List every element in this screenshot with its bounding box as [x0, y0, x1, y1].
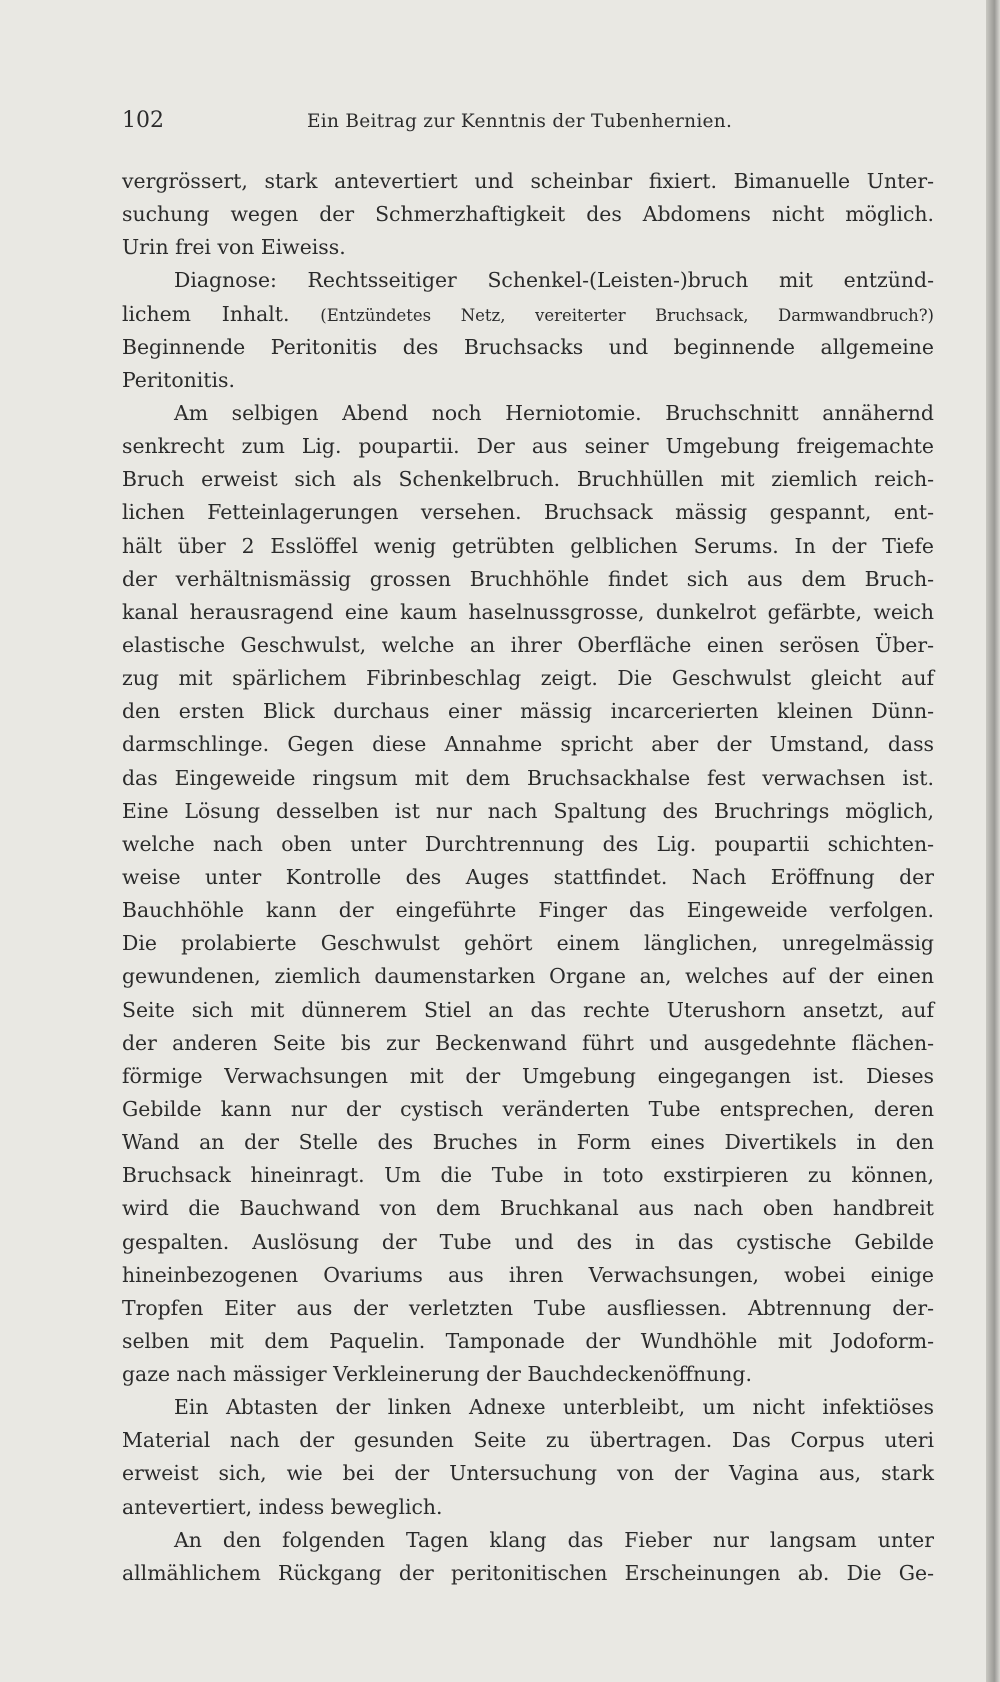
text-line: kanal herausragend eine kaum haselnussgrosse, dunkelrot gefärbte, weich: [122, 599, 934, 624]
text-line: An den folgenden Tagen klang das Fieber nur langsam unter: [174, 1527, 934, 1552]
text-line: das Eingeweide ringsum mit dem Bruchsackhalse fest verwachsen ist.: [122, 765, 934, 790]
text-line: der anderen Seite bis zur Beckenwand führt und ausgedehnte flächen-: [122, 1030, 934, 1055]
text-line: darmschlinge. Gegen diese Annahme spricht aber der Umstand, dass: [122, 732, 934, 757]
text-line: Material nach der gesunden Seite zu übertragen. Das Corpus uteri: [122, 1428, 934, 1453]
text-line: vergrössert, stark antevertiert und scheinbar fixiert. Bimanuelle Unter-: [122, 169, 934, 193]
text-line: hineinbezogenen Ovariums aus ihren Verwachsungen, wobei einige: [122, 1262, 934, 1287]
text-line: Tropfen Eiter aus der verletzten Tube ausfliessen. Abtrennung der-: [122, 1295, 934, 1320]
text-line: selben mit dem Paquelin. Tamponade der Wundhöhle mit Jodoform-: [122, 1328, 934, 1353]
page-edge-shadow: [986, 0, 1000, 1682]
text-line: erweist sich, wie bei der Untersuchung von der Vagina aus, stark: [122, 1461, 934, 1486]
text-line: elastische Geschwulst, welche an ihrer Oberfläche einen serösen Über-: [122, 632, 934, 657]
text-line: welche nach oben unter Durchtrennung des Lig. poupartii schichten-: [122, 831, 934, 856]
text-line: gaze nach mässiger Verkleinerung der Bauchdeckenöffnung.: [122, 1362, 752, 1387]
text-line: gewundenen, ziemlich daumenstarken Organe an, welches auf der einen: [122, 964, 934, 989]
text-line: Peritonitis.: [122, 367, 235, 392]
page-number: 102: [122, 108, 164, 133]
text-line: lichen Fetteinlagerungen versehen. Bruchsack mässig gespannt, ent-: [122, 500, 934, 525]
text-line: Eine Lösung desselben ist nur nach Spaltung des Bruchrings möglich,: [122, 798, 934, 823]
text-line: Urin frei von Eiweiss.: [122, 235, 346, 260]
text-line: antevertiert, indess beweglich.: [122, 1494, 443, 1519]
text-line: förmige Verwachsungen mit der Umgebung eingegangen ist. Dieses: [122, 1063, 934, 1088]
text-line: lichem Inhalt. (Entzündetes Netz, vereiterter Bruchsack, Darmwandbruch?): [122, 301, 934, 326]
running-title: Ein Beitrag zur Kenntnis der Tubenhernien.: [307, 111, 733, 132]
text-line: allmählichem Rückgang der peritonitischen Erscheinungen ab. Die Ge-: [122, 1560, 934, 1585]
text-line: Am selbigen Abend noch Herniotomie. Bruchschnitt annähernd: [174, 400, 934, 425]
body-text: [122, 165, 934, 1590]
text-line: Bauchhöhle kann der eingeführte Finger das Eingeweide verfolgen.: [122, 898, 934, 923]
text-line: Ein Abtasten der linken Adnexe unterbleibt, um nicht infektiöses: [174, 1395, 934, 1420]
text-line: senkrecht zum Lig. poupartii. Der aus seiner Umgebung freigemachte: [122, 434, 934, 459]
text-line: suchung wegen der Schmerzhaftigkeit des Abdomens nicht möglich.: [122, 202, 934, 227]
text-line: zug mit spärlichem Fibrinbeschlag zeigt. Die Geschwulst gleicht auf: [122, 666, 934, 691]
text-line: den ersten Blick durchaus einer mässig incarcerierten kleinen Dünn-: [122, 699, 934, 724]
text-line: wird die Bauchwand von dem Bruchkanal aus nach oben handbreit: [122, 1196, 934, 1221]
text-line: Gebilde kann nur der cystisch veränderten Tube entsprechen, deren: [122, 1096, 934, 1121]
parenthetical-note: (Entzündetes Netz, vereiterter Bruchsack, Darmwandbruch?): [320, 305, 934, 325]
text-line: Seite sich mit dünnerem Stiel an das rechte Uterushorn ansetzt, auf: [122, 997, 934, 1022]
text-line: Bruch erweist sich als Schenkelbruch. Bruchhüllen mit ziemlich reich-: [122, 467, 934, 492]
text-line: Diagnose: Rechtsseitiger Schenkel-(Leisten-)bruch mit entzünd-: [174, 268, 934, 293]
text-line: Beginnende Peritonitis des Bruchsacks und beginnende allgemeine: [122, 334, 934, 359]
text-line: Wand an der Stelle des Bruches in Form eines Divertikels in den: [122, 1130, 934, 1155]
text-line: gespalten. Auslösung der Tube und des in das cystische Gebilde: [122, 1229, 934, 1254]
text-line: der verhältnismässig grossen Bruchhöhle findet sich aus dem Bruch-: [122, 566, 934, 591]
text-line: hält über 2 Esslöffel wenig getrübten gelblichen Serums. In der Tiefe: [122, 533, 934, 558]
text-line: Die prolabierte Geschwulst gehört einem länglichen, unregelmässig: [122, 931, 934, 956]
text-line: Bruchsack hineinragt. Um die Tube in toto exstirpieren zu können,: [122, 1163, 934, 1188]
text-line: weise unter Kontrolle des Auges stattfindet. Nach Eröffnung der: [122, 864, 934, 889]
